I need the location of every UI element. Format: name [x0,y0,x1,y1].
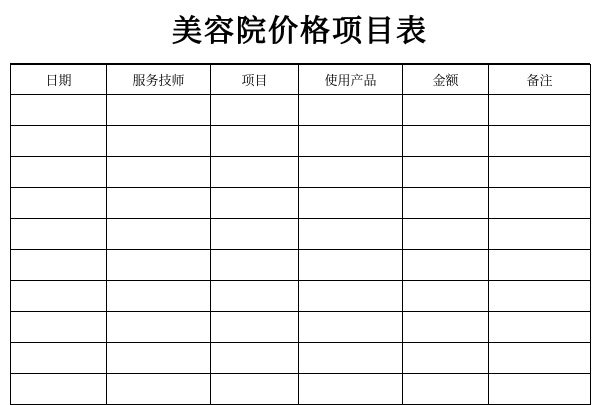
cell-item[interactable] [211,250,299,281]
cell-date[interactable] [11,95,107,126]
column-header-date: 日期 [11,65,107,95]
cell-date[interactable] [11,312,107,343]
table-header-row [11,65,591,95]
cell-remark[interactable] [489,250,591,281]
column-header-product: 使用产品 [299,65,403,95]
cell-item[interactable] [211,157,299,188]
table-row[interactable] [11,95,591,126]
cell-item[interactable] [211,312,299,343]
cell-technician[interactable] [107,312,211,343]
cell-remark[interactable] [489,157,591,188]
cell-amount[interactable] [403,343,489,374]
cell-amount[interactable] [403,188,489,219]
column-header-remark: 备注 [489,65,591,95]
cell-amount[interactable] [403,250,489,281]
cell-item[interactable] [211,95,299,126]
table-header [11,65,591,95]
cell-remark[interactable] [489,126,591,157]
table-body [11,95,591,405]
cell-item[interactable] [211,188,299,219]
cell-amount[interactable] [403,95,489,126]
cell-date[interactable] [11,343,107,374]
cell-technician[interactable] [107,343,211,374]
cell-product[interactable] [299,281,403,312]
table-row[interactable] [11,188,591,219]
cell-remark[interactable] [489,219,591,250]
table-row[interactable] [11,157,591,188]
cell-date[interactable] [11,126,107,157]
table-row[interactable] [11,281,591,312]
cell-amount[interactable] [403,126,489,157]
cell-product[interactable] [299,312,403,343]
column-header-item: 项目 [211,65,299,95]
cell-item[interactable] [211,219,299,250]
cell-remark[interactable] [489,281,591,312]
cell-technician[interactable] [107,157,211,188]
cell-date[interactable] [11,157,107,188]
cell-remark[interactable] [489,312,591,343]
cell-remark[interactable] [489,188,591,219]
table-row[interactable] [11,126,591,157]
cell-product[interactable] [299,343,403,374]
cell-technician[interactable] [107,188,211,219]
cell-item[interactable] [211,281,299,312]
cell-amount[interactable] [403,157,489,188]
table-row[interactable] [11,219,591,250]
document-title-row [10,0,590,64]
cell-amount[interactable] [403,312,489,343]
cell-technician[interactable] [107,250,211,281]
cell-date[interactable] [11,250,107,281]
column-header-technician: 服务技师 [107,65,211,95]
table-row[interactable] [11,250,591,281]
cell-remark[interactable] [489,343,591,374]
cell-product[interactable] [299,219,403,250]
column-header-amount: 金额 [403,65,489,95]
cell-technician[interactable] [107,95,211,126]
table-row[interactable] [11,312,591,343]
cell-product[interactable] [299,95,403,126]
cell-date[interactable] [11,281,107,312]
cell-item[interactable] [211,126,299,157]
table-row[interactable] [11,343,591,374]
cell-product[interactable] [299,250,403,281]
cell-date[interactable] [11,219,107,250]
cell-product[interactable] [299,157,403,188]
cell-product[interactable] [299,126,403,157]
cell-remark[interactable] [489,95,591,126]
price-table [10,64,591,405]
cell-item[interactable] [211,343,299,374]
page-title: 美容院价格项目表 [172,13,428,49]
cell-product[interactable] [299,188,403,219]
cell-technician[interactable] [107,281,211,312]
cell-amount[interactable] [403,219,489,250]
cell-technician[interactable] [107,126,211,157]
cell-technician[interactable] [107,219,211,250]
cell-date[interactable] [11,188,107,219]
cell-amount[interactable] [403,281,489,312]
